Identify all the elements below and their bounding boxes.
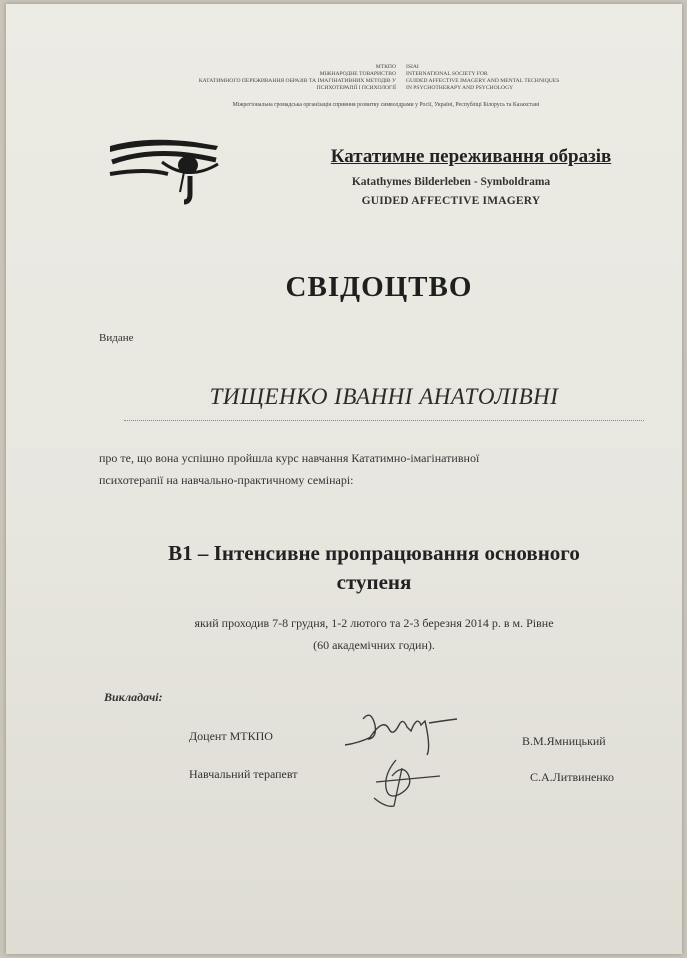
issued-label: Видане (99, 332, 134, 344)
course-title-line: ступеня (336, 570, 412, 594)
recipient-name: ТИЩЕНКО ІВАННІ АНАТОЛІВНІ (209, 384, 559, 409)
header-left-line: КАТАТИМНОГО ПЕРЕЖИВАННЯ ОБРАЗІВ ТА ІМАГІНАТИВНИХ МЕТОДІВ У (198, 78, 396, 84)
header-left-line: МТКПО (375, 64, 396, 70)
signer-1-role: Доцент МТКПО (189, 729, 273, 743)
signer-2-name: С.А.Литвиненко (530, 770, 614, 784)
recipient-underline (124, 420, 644, 421)
teachers-label: Викладачі: (104, 690, 163, 704)
brand-subtitle-english: GUIDED AFFECTIVE IMAGERY (361, 195, 541, 207)
signature-2 (356, 754, 446, 809)
body-text-line: про те, що вона успішно пройшла курс навчання Кататимно-імагінативної (99, 451, 480, 465)
brand-title: Кататимне переживання образів (330, 146, 612, 167)
header-left-line: ПСИХОТЕРАПІЇ І ПСИХОЛОГІЇ (316, 85, 396, 91)
signer-2-role: Навчальний терапевт (189, 767, 298, 781)
body-text-line: психотерапії на навчально-практичному семінарі: (99, 473, 354, 487)
certificate-paper (6, 4, 682, 954)
certificate-title: СВІДОЦТВО (285, 271, 473, 303)
course-title-line: В1 – Інтенсивне пропрацювання основного (168, 541, 580, 565)
header-right-line: INTERNATIONAL SOCIETY FOR (406, 71, 488, 77)
header-right-line: IN PSYCHOTHERAPY AND PSYCHOLOGY (406, 85, 514, 91)
signature-1 (341, 707, 461, 757)
header-left (94, 64, 396, 92)
header-right (406, 64, 646, 92)
eye-of-horus-icon (106, 132, 226, 212)
header-right-line: GUIDED AFFECTIVE IMAGERY AND MENTAL TECHNIQUES (406, 78, 560, 84)
header-left-line: МІЖНАРОДНЕ ТОВАРИСТВО (319, 71, 396, 77)
course-dates: який проходив 7-8 грудня, 1-2 лютого та 2-3 березня 2014 р. в м. Рівне (194, 616, 554, 630)
signer-1-name: В.М.Ямницький (522, 734, 606, 748)
brand-subtitle-german: Katathymes Bilderleben - Symboldrama (351, 176, 551, 188)
course-hours: (60 академічних годин). (313, 638, 435, 652)
header-org-line: Міжрегіональна громадська організація сприяння розвитку символдрами у Росії, Україні, Республіці Білорусь та Казахстані (232, 102, 540, 108)
header-right-line: ISIAI (406, 64, 419, 70)
